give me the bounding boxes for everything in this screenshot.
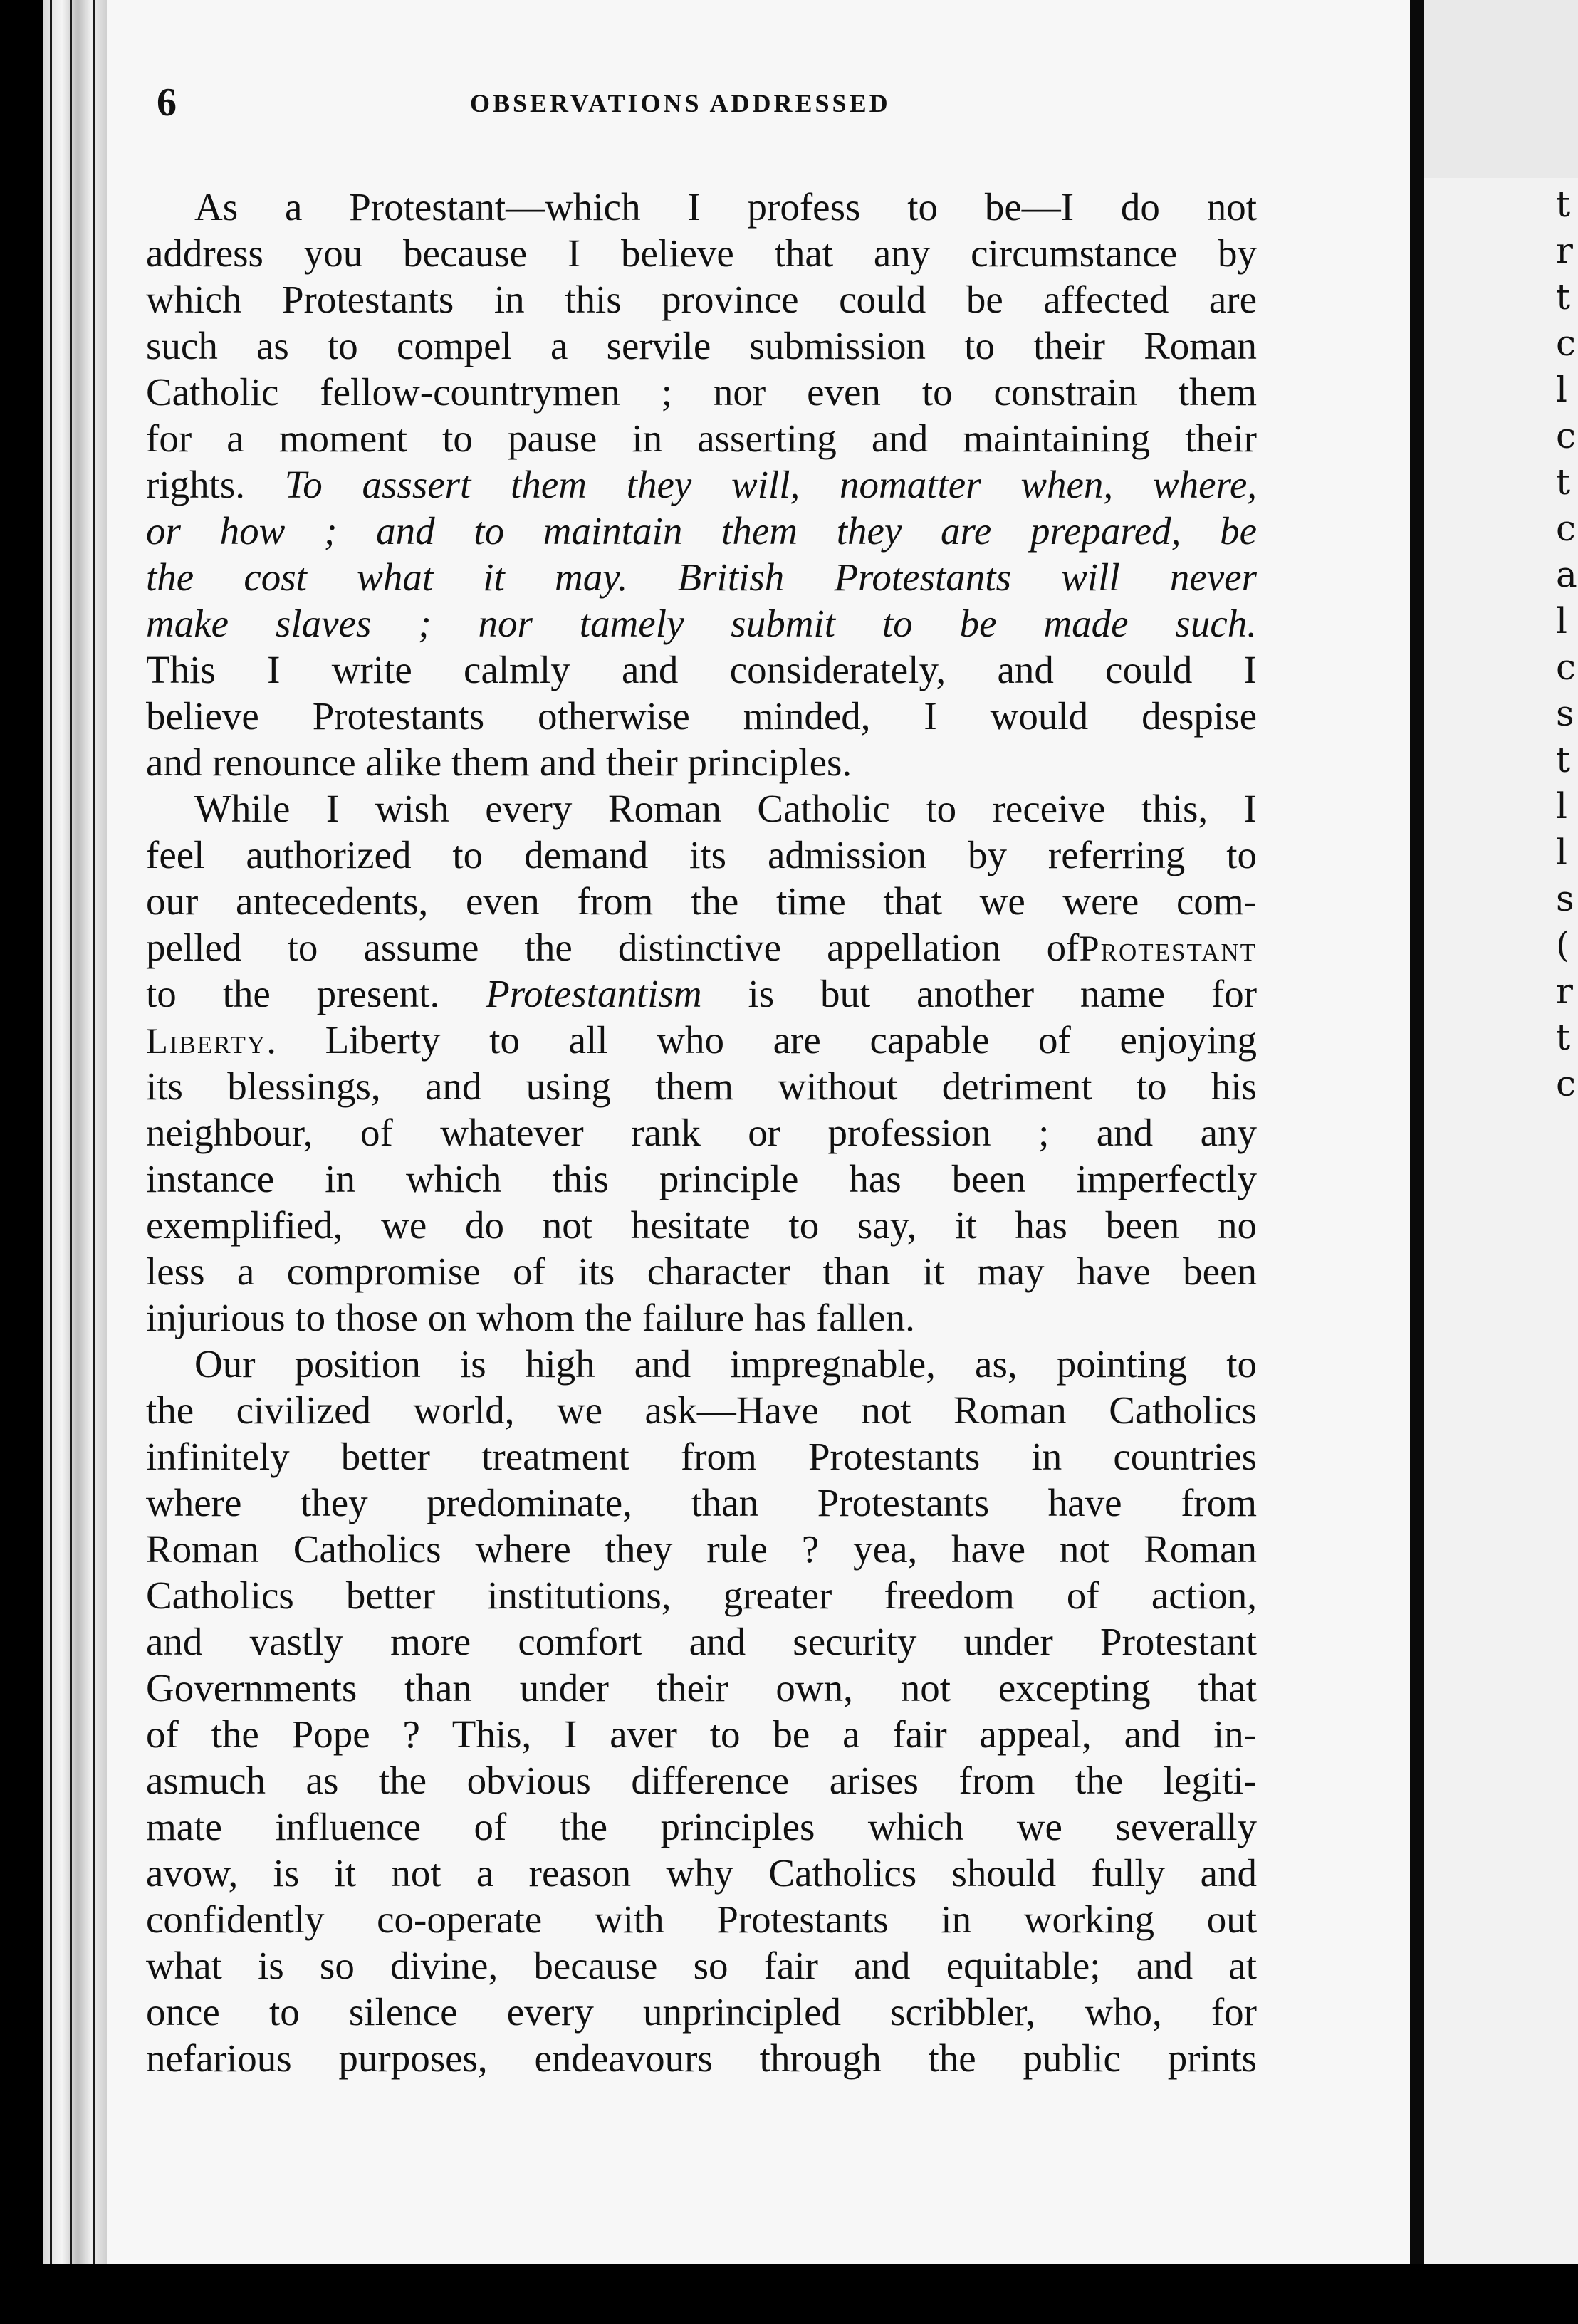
adjacent-page-letter: c	[1556, 1063, 1577, 1104]
adjacent-page-letter: c	[1556, 508, 1577, 549]
adjacent-page-letter: t	[1556, 276, 1571, 318]
text-segment: to the present.	[146, 972, 440, 1015]
adjacent-page-edge	[1424, 178, 1578, 2264]
text-line: which Protestants in this province could be affected are	[146, 278, 1257, 321]
text-line	[146, 1017, 1257, 1063]
running-head	[157, 80, 1324, 137]
page-number: 6	[157, 80, 177, 125]
adjacent-page-letter: a	[1556, 554, 1577, 595]
smallcaps-segment: Protestant	[1079, 928, 1257, 968]
text-line: avow, is it not a reason why Catholics should fully and	[146, 1851, 1257, 1895]
scan-bottom-margin	[0, 2264, 1578, 2324]
text-line: This I write calmly and considerately, and could I	[146, 648, 1257, 691]
text-line: Catholic fellow-countrymen ; nor even to constrain them	[146, 370, 1257, 414]
text-line: Governments than under their own, not excepting that	[146, 1666, 1257, 1710]
adjacent-page-letter: (	[1556, 924, 1570, 965]
page-divider	[1410, 0, 1424, 2264]
text-line: As a Protestant—which I profess to be—I do not	[194, 185, 1257, 229]
gutter-rule	[50, 0, 52, 2264]
text-line: Roman Catholics where they rule ? yea, have not Roman	[146, 1527, 1257, 1571]
gutter-rule	[70, 0, 72, 2264]
text-line: what is so divine, because so fair and equitable; and at	[146, 1944, 1257, 1987]
text-line: mate influence of the principles which we severally	[146, 1805, 1257, 1848]
binding-gutter	[43, 0, 107, 2264]
text-line: its blessings, and using them without detriment to his	[146, 1064, 1257, 1108]
text-line: address you because I believe that any circumstance by	[146, 231, 1257, 275]
adjacent-page-letter: c	[1556, 415, 1577, 456]
text-line: for a moment to pause in asserting and maintaining their	[146, 417, 1257, 460]
adjacent-page-letter: t	[1556, 739, 1571, 780]
text-line: feel authorized to demand its admission by referring to	[146, 833, 1257, 876]
text-line: the cost what it may. British Protestants will never	[146, 555, 1257, 599]
text-line: While I wish every Roman Catholic to receive this, I	[194, 787, 1257, 830]
text-line	[146, 970, 1257, 1017]
adjacent-page-letter: c	[1556, 647, 1577, 688]
paragraph	[146, 1341, 1257, 2081]
paragraph	[146, 184, 1257, 785]
adjacent-page-letter: c	[1556, 323, 1577, 364]
text-line	[146, 924, 1257, 970]
text-line: Our position is high and impregnable, as, pointing to	[194, 1342, 1257, 1386]
text-line: such as to compel a servile submission to their Roman	[146, 324, 1257, 367]
running-title: OBSERVATIONS ADDRESSED	[470, 89, 891, 117]
italic-segment: Protestantism	[486, 972, 702, 1015]
adjacent-page-top	[1424, 0, 1578, 178]
adjacent-page-letter: s	[1556, 878, 1574, 919]
text-segment: rights.	[146, 463, 246, 506]
adjacent-page-letter: r	[1556, 230, 1573, 271]
adjacent-page-letter: l	[1556, 369, 1567, 410]
text-line: instance in which this principle has been imperfectly	[146, 1157, 1257, 1200]
smallcaps-segment: Liberty	[146, 1021, 267, 1061]
adjacent-page-letter: t	[1556, 184, 1571, 225]
text-line: and renounce alike them and their principles.	[146, 740, 852, 784]
text-line: once to silence every unprincipled scribbler, who, for	[146, 1990, 1257, 2034]
text-line	[146, 461, 1257, 508]
text-line: injurious to those on whom the failure has fallen.	[146, 1296, 915, 1339]
text-line: neighbour, of whatever rank or profession ; and any	[146, 1111, 1257, 1154]
text-line: where they predominate, than Protestants have from	[146, 1481, 1257, 1524]
body-text	[146, 184, 1257, 2081]
text-segment: is but another name for	[748, 972, 1258, 1015]
text-line: or how ; and to maintain them they are prepared, be	[146, 509, 1257, 553]
text-line: believe Protestants otherwise minded, I would despise	[146, 694, 1257, 738]
adjacent-page-letter: l	[1556, 785, 1567, 827]
text-line: exemplified, we do not hesitate to say, it has been no	[146, 1203, 1257, 1247]
text-line: the civilized world, we ask—Have not Roman Catholics	[146, 1388, 1257, 1432]
adjacent-page-letter: r	[1556, 970, 1573, 1012]
adjacent-page-letter: l	[1556, 832, 1567, 873]
text-line: asmuch as the obvious difference arises from the legiti-	[146, 1759, 1257, 1802]
text-line: nefarious purposes, endeavours through the public prints	[146, 2036, 1257, 2080]
text-line: of the Pope ? This, I aver to be a fair appeal, and in-	[146, 1712, 1257, 1756]
text-segment: . Liberty to all who are capable of enjoying	[266, 1018, 1257, 1062]
text-line: infinitely better treatment from Protestants in countries	[146, 1435, 1257, 1478]
text-line: make slaves ; nor tamely submit to be made such.	[146, 602, 1257, 645]
adjacent-page-letter: s	[1556, 693, 1574, 734]
text-segment: pelled to assume the distinctive appellation of	[146, 926, 1080, 969]
adjacent-page-letter: t	[1556, 461, 1571, 503]
adjacent-page-letter: l	[1556, 600, 1567, 642]
italic-segment: To asssert them they will, nomatter when, where,	[284, 463, 1258, 506]
paragraph	[146, 785, 1257, 1341]
adjacent-page-letter: t	[1556, 1017, 1571, 1058]
text-line: confidently co-operate with Protestants in working out	[146, 1898, 1257, 1941]
text-line: less a compromise of its character than it may have been	[146, 1250, 1257, 1293]
text-line: our antecedents, even from the time that we were com-	[146, 879, 1257, 923]
gutter-rule	[93, 0, 95, 2264]
text-line: Catholics better institutions, greater freedom of action,	[146, 1574, 1257, 1617]
text-line: and vastly more comfort and security under Protestant	[146, 1620, 1257, 1663]
